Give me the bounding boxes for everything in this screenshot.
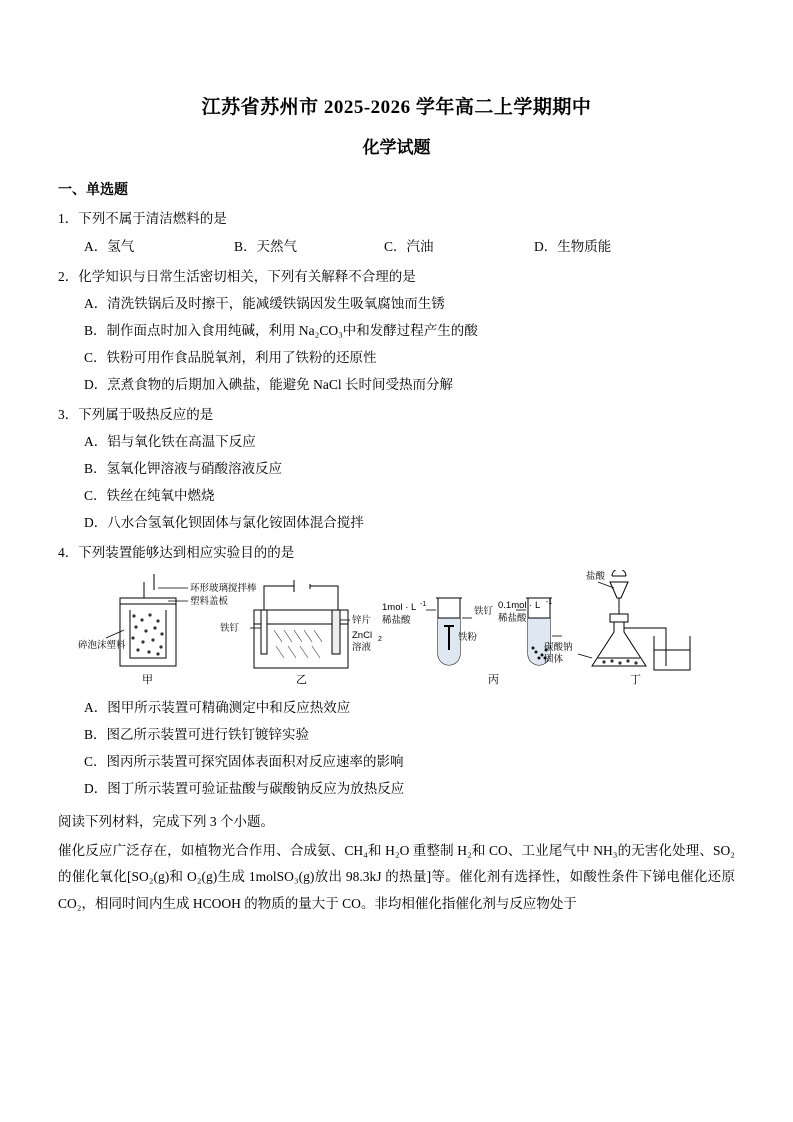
question-3-text: 下列属于吸热反应的是 (78, 406, 214, 422)
question-2-option-b[interactable]: B．制作面点时加入食用纯碱，利用 Na₂CO₃中和发酵过程产生的酸 (84, 323, 478, 339)
label-powder-bing: 铁粉 (458, 632, 478, 644)
question-3-stem (58, 405, 735, 425)
question-3-option-b[interactable]: B．氢氧化钾溶液与硝酸溶液反应 (84, 461, 283, 476)
question-4-option-c[interactable]: C．图丙所示装置可探究固体表面积对反应速率的影响 (84, 753, 404, 769)
label-ding: 丁 (630, 674, 641, 687)
question-3 (58, 405, 735, 534)
label-stirrer: 环形玻璃搅拌棒 (190, 583, 257, 595)
page-title: 江苏省苏州市 2025-2026 学年高二上学期期中 (201, 97, 592, 118)
label-zinc-plate: 锌片 (352, 615, 372, 627)
question-2 (58, 267, 735, 396)
apparatus-diagram (58, 570, 735, 690)
question-2-option-c[interactable]: C．铁粉可用作食品脱氧剂，利用了铁粉的还原性 (84, 349, 377, 365)
question-2-option-d[interactable]: D．烹煮食物的后期加入碘盐，能避免 NaCl 长时间受热而分解 (84, 376, 453, 392)
label-jia: 甲 (142, 674, 153, 687)
question-4 (58, 543, 735, 800)
label-yi: 乙 (296, 674, 307, 687)
question-1-option-a[interactable]: A．氢气 (84, 238, 135, 254)
question-4-stem (58, 543, 735, 563)
label-solid: 固体 (544, 654, 564, 666)
label-conc-right: 0.1mol · L (498, 600, 541, 612)
question-1-number: 1． (58, 211, 79, 227)
label-solution: 溶液 (352, 642, 372, 654)
label-zncl2-sub: 2 (378, 636, 382, 644)
question-2-text: 化学知识与日常生活密切相关，下列有关解释不合理的是 (78, 268, 416, 284)
section-heading-single-choice: 一、单选题 (58, 183, 128, 199)
label-zncl2: ZnCl (352, 630, 373, 642)
question-3-option-d[interactable]: D．八水合氢氧化钡固体与氯化铵固体混合搅拌 (84, 514, 364, 530)
label-nail-bing: 铁钉 (474, 606, 494, 618)
question-1-text: 下列不属于清洁燃料的是 (78, 211, 227, 227)
label-bing: 丙 (488, 674, 499, 687)
question-2-stem (58, 267, 735, 287)
label-conc-right-exp: -1 (546, 599, 553, 607)
reading-paragraph: 催化反应广泛存在，如植物光合作用、合成氨、CH₄和 H₂O 重整制 H₂和 CO、工业尾气中 NH₃的无害化处理、SO₂的催化氧化[SO₂(g)和 O₂(g)生成 1molSO₃(g)放出 98.3kJ 的热量]等。催化剂有选择性，如酸性条件下锑电催化还原 CO₂，相同时间内生成 HCOOH 的物质的量大于 CO。非均相催化指催化剂与反应物处于 (58, 843, 735, 911)
question-3-number: 3． (58, 406, 79, 422)
label-acid-right: 稀盐酸 (498, 613, 527, 625)
label-iron-nail: 铁钉 (220, 623, 240, 635)
question-4-option-b[interactable]: B．图乙所示装置可进行铁钉镀锌实验 (84, 726, 310, 742)
reading-lead: 阅读下列材料，完成下列 3 个小题。 (58, 813, 274, 829)
label-lid: 塑料盖板 (190, 596, 229, 608)
question-1-option-d[interactable]: D．生物质能 (534, 238, 612, 254)
question-1-stem (58, 209, 735, 229)
label-hcl: 盐酸 (586, 571, 606, 583)
label-conc-left: 1mol · L (382, 602, 417, 614)
question-4-option-a[interactable]: A．图甲所示装置可精确测定中和反应热效应 (84, 700, 351, 716)
question-2-option-a[interactable]: A．清洗铁锅后及时擦干，能减缓铁锅因发生吸氧腐蚀而生锈 (84, 296, 445, 312)
question-4-option-d[interactable]: D．图丁所示装置可验证盐酸与碳酸钠反应为放热反应 (84, 780, 405, 796)
page-subtitle: 化学试题 (362, 137, 431, 157)
question-1 (58, 209, 735, 257)
question-4-text: 下列装置能够达到相应实验目的的是 (78, 544, 295, 560)
question-3-option-a[interactable]: A．铝与氧化铁在高温下反应 (84, 434, 256, 450)
label-foam: 碎泡沫塑料 (78, 640, 126, 652)
question-3-option-c[interactable]: C．铁丝在纯氧中燃烧 (84, 487, 215, 503)
label-conc-left-exp: -1 (420, 601, 427, 609)
question-1-option-b[interactable]: B．天然气 (234, 238, 298, 254)
question-4-number: 4． (58, 544, 79, 560)
question-2-number: 2． (58, 268, 79, 284)
experiment-apparatus-figure (58, 570, 735, 690)
question-1-options (58, 237, 735, 257)
question-1-option-c[interactable]: C．汽油 (384, 238, 434, 254)
label-acid-left: 稀盐酸 (382, 615, 411, 627)
label-na2co3: 碳酸钠 (544, 642, 573, 654)
